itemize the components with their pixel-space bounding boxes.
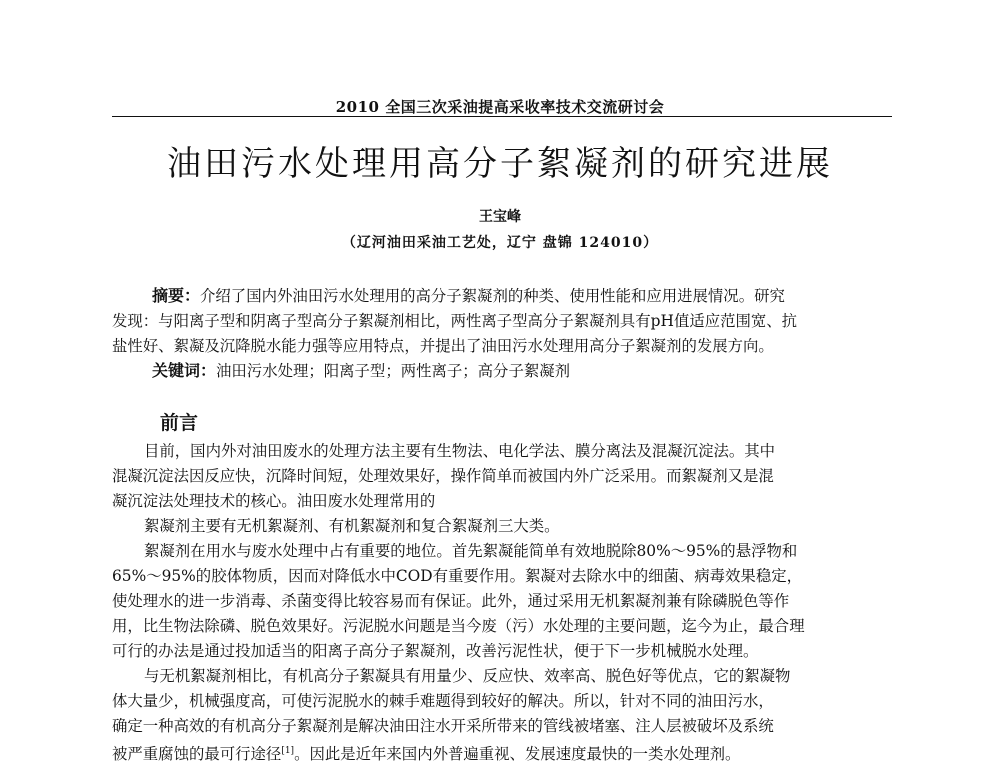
- keywords-label: 关键词：: [152, 361, 217, 380]
- body-line: 絮凝剂主要有无机絮凝剂、有机絮凝剂和复合絮凝剂三大类。: [144, 517, 560, 535]
- body-line: 与无机絮凝剂相比，有机高分子絮凝具有用量少、反应快、效率高、脱色好等优点，它的絮凝物: [144, 667, 791, 685]
- conference-header: 2010 全国三次采油提高采收率技术交流研讨会: [335, 98, 665, 116]
- body-line: 可行的办法是通过投加适当的阳离子高分子絮凝剂，改善污泥性状，便于下一步机械脱水处理。: [112, 642, 759, 660]
- header-rule: [112, 116, 892, 117]
- keywords-text: 油田污水处理；阳离子型；两性离子；高分子絮凝剂: [216, 362, 571, 380]
- body-text: 。因此是近年来国内外普遍重视、发展速度最快的一类水处理剂。: [294, 745, 741, 764]
- body-text: 被严重腐蚀的最可行途径: [112, 745, 282, 764]
- body-line: 凝沉淀法处理技术的核心。油田废水处理常用的: [112, 492, 436, 510]
- paper-title: 油田污水处理用高分子絮凝剂的研究进展: [167, 144, 833, 184]
- abstract-line-1: [152, 285, 785, 307]
- keywords-line: [152, 360, 570, 382]
- abstract-text: 介绍了国内外油田污水处理用的高分子絮凝剂的种类、使用性能和应用进展情况。研究: [200, 287, 785, 305]
- body-line: 体大量少，机械强度高，可使污泥脱水的棘手难题得到较好的解决。所以，针对不同的油田污水，: [112, 692, 774, 710]
- body-line: 使处理水的进一步消毒、杀菌变得比较容易而有保证。此外，通过采用无机絮凝剂兼有除磷脱色等作: [112, 592, 790, 610]
- body-line: 65%～95%的胶体物质，因而对降低水中COD有重要作用。絮凝对去除水中的细菌、病毒效果稳定，: [112, 567, 802, 585]
- body-line: 混凝沉淀法因反应快，沉降时间短，处理效果好，操作简单而被国内外广泛采用。而絮凝剂又是混: [112, 467, 774, 485]
- body-line: 目前，国内外对油田废水的处理方法主要有生物法、电化学法、膜分离法及混凝沉淀法。其中: [144, 442, 776, 460]
- body-line-last: [112, 740, 740, 765]
- body-line: 确定一种高效的有机高分子絮凝剂是解决油田注水开采所带来的管线被堵塞、注人层被破坏及系统: [112, 717, 774, 735]
- section-heading: 前言: [160, 412, 199, 434]
- author-affiliation: （辽河油田采油工艺处，辽宁 盘锦 124010）: [341, 235, 659, 251]
- body-line: 用，比生物法除磷、脱色效果好。污泥脱水问题是当今废（污）水处理的主要问题，迄今为止，最合理: [112, 617, 805, 635]
- abstract-line-3: 盐性好、絮凝及沉降脱水能力强等应用特点，并提出了油田污水处理用高分子絮凝剂的发展方向。: [112, 337, 774, 355]
- author-name: 王宝峰: [479, 209, 521, 225]
- body-line: 絮凝剂在用水与废水处理中占有重要的地位。首先絮凝能简单有效地脱除80%～95%的悬浮物和: [144, 542, 798, 560]
- abstract-line-2: 发现：与阳离子型和阴离子型高分子絮凝剂相比，两性离子型高分子絮凝剂具有pH值适应范围宽、抗: [112, 312, 798, 330]
- abstract-label: 摘要：: [152, 286, 201, 305]
- citation-ref: [1]: [281, 746, 295, 756]
